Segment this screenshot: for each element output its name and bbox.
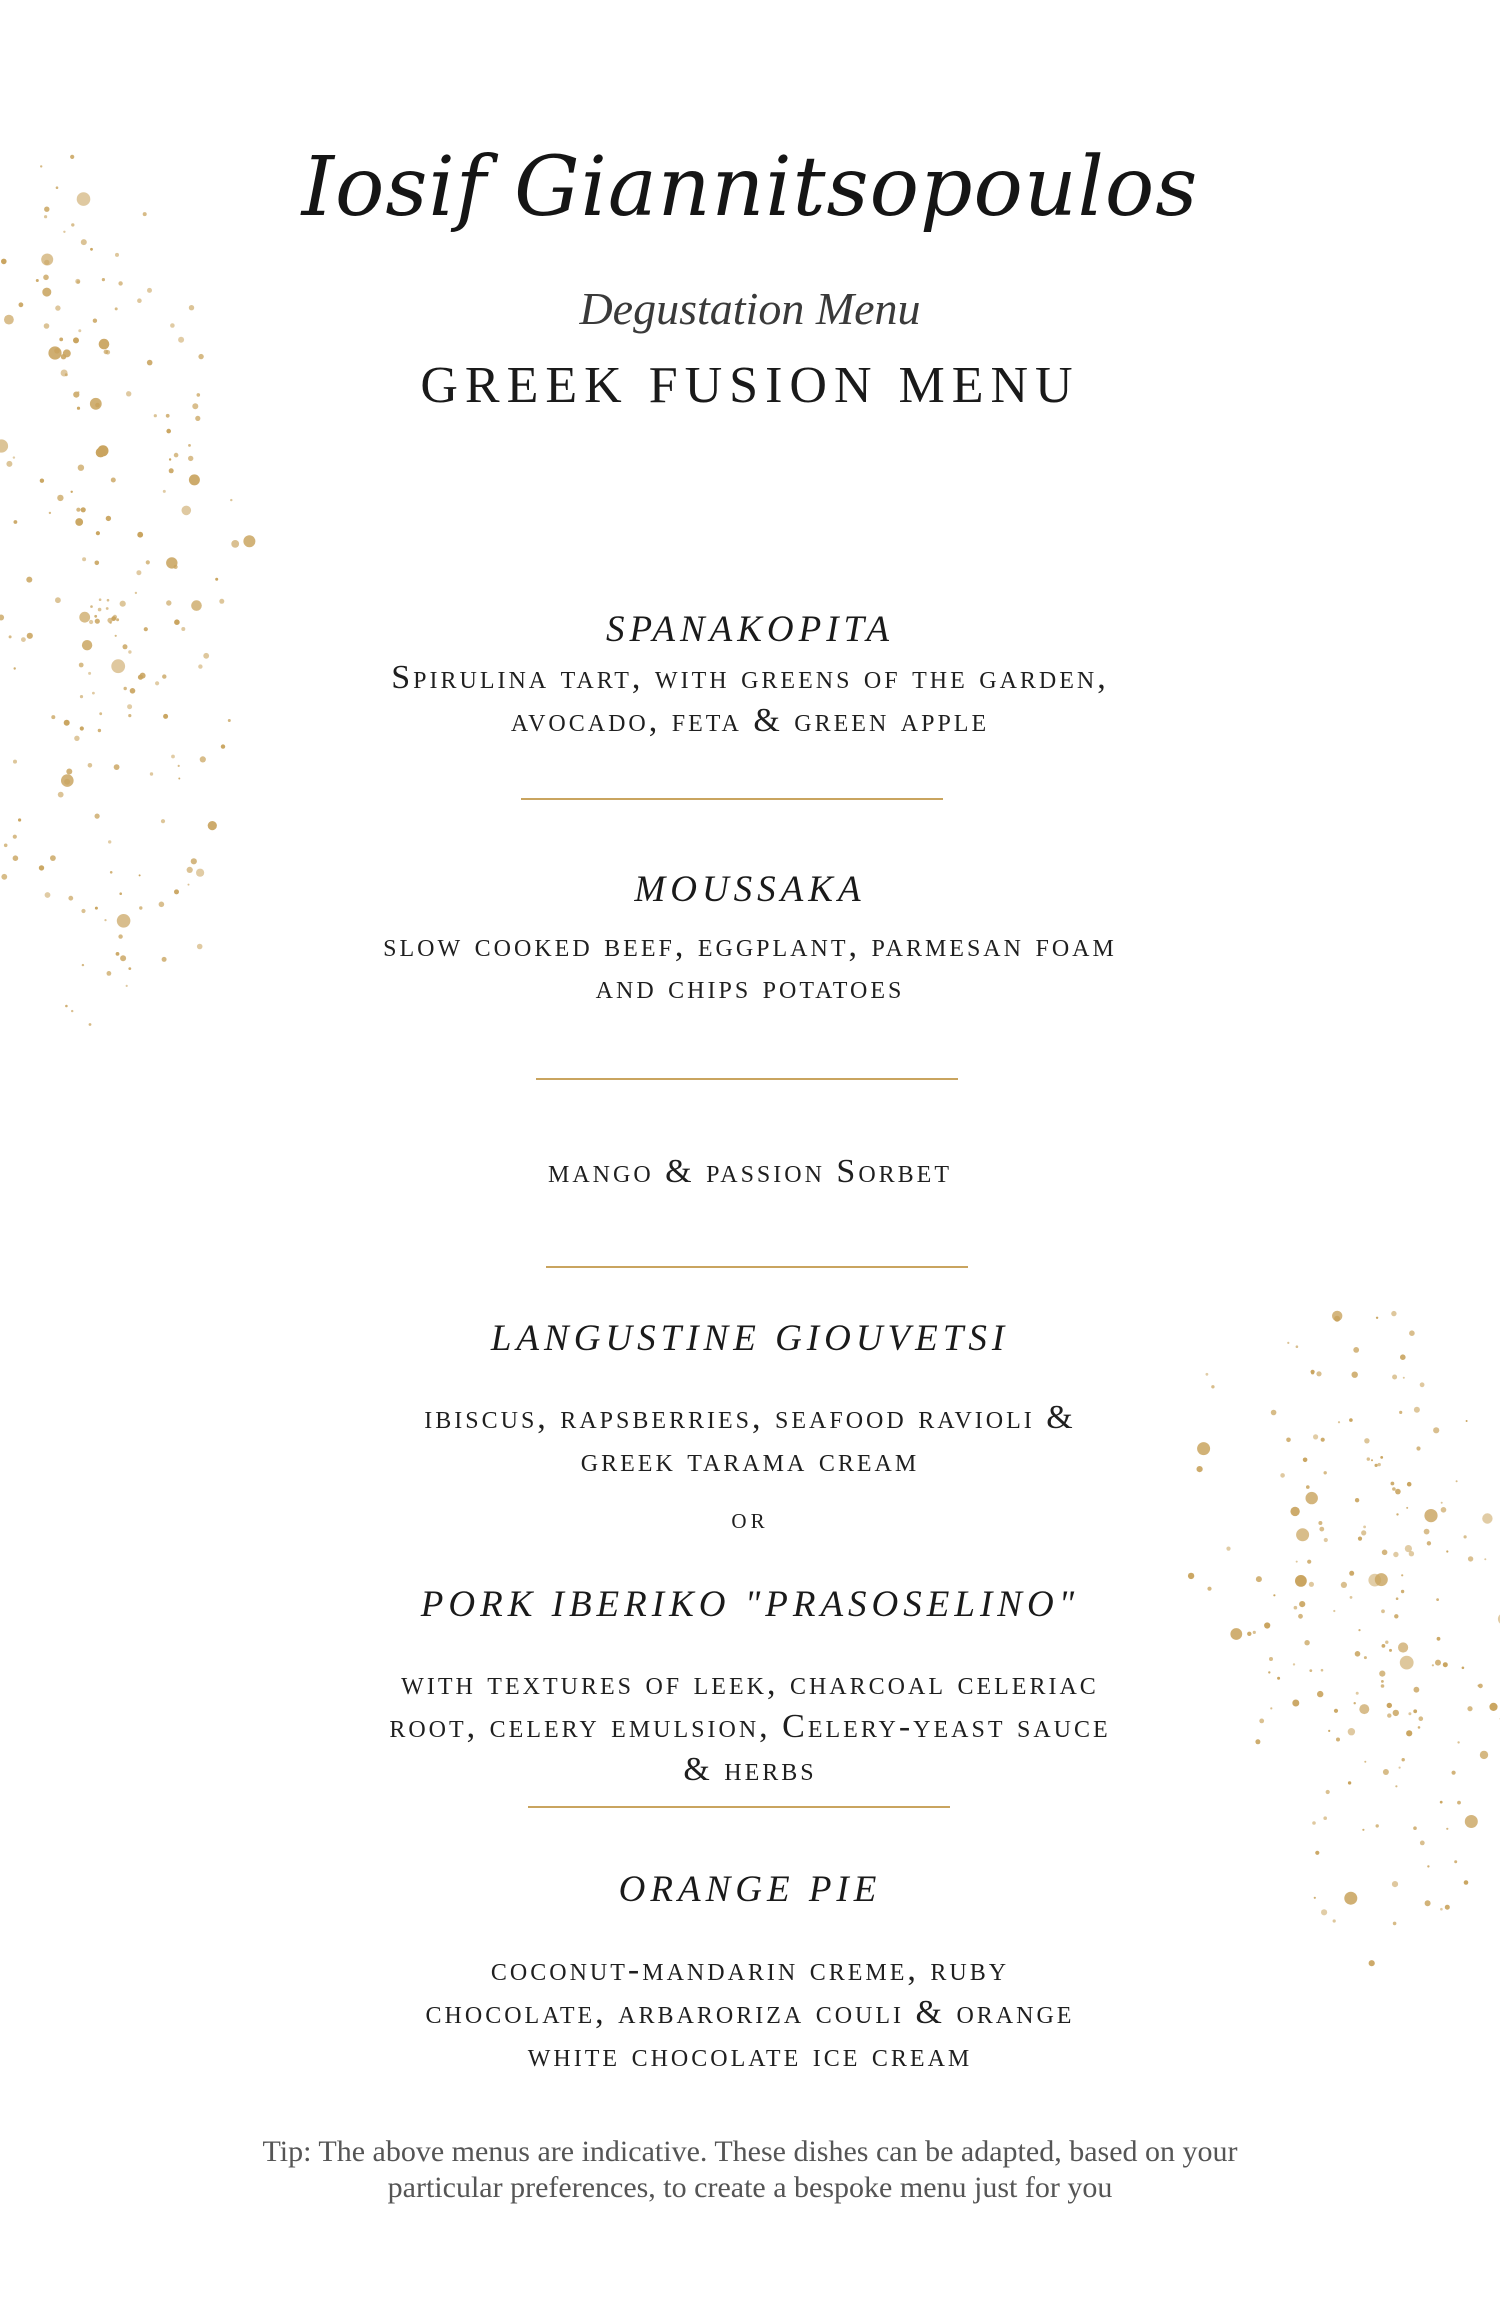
gold-splatter-dot [96,448,106,458]
gold-splatter-dot [49,512,51,514]
gold-splatter-dot [13,760,17,764]
gold-splatter-dot [1376,1824,1379,1827]
gold-splatter-dot [1420,1382,1425,1387]
dish-description-line: white chocolate ice cream [527,2037,973,2074]
gold-splatter-dot [75,518,83,526]
gold-splatter-dot [1484,1558,1486,1560]
gold-splatter-dot [1307,1560,1311,1564]
gold-splatter-dot [1440,1801,1443,1804]
footer-tip-line: particular preferences, to create a bespoke menu just for you [387,2171,1113,2204]
gold-splatter-dot [89,1023,92,1026]
section-divider [536,1078,958,1080]
gold-splatter-dot [104,350,109,355]
gold-splatter-dot [166,429,171,434]
dish-description-line: greek tarama cream [580,1442,920,1479]
gold-splatter-dot [1253,1631,1256,1634]
gold-splatter-dot [174,453,179,458]
gold-splatter-dot [1316,1371,1321,1376]
or-separator: or [731,1502,769,1535]
gold-splatter-dot [171,755,175,759]
gold-splatter-dot [243,535,255,547]
gold-splatter-dot [178,778,180,780]
gold-splatter-dot [1311,1371,1314,1374]
gold-splatter-dot [111,478,116,483]
gold-splatter-dot [1395,1489,1401,1495]
gold-splatter-dot [73,337,79,343]
gold-splatter-dot [188,456,193,461]
gold-splatter-dot [1391,1311,1396,1316]
gold-splatter-dot [0,439,8,452]
dish-description-line: with textures of leek, charcoal celeriac [401,1665,1099,1702]
gold-splatter-dot [99,339,110,350]
gold-splatter-dot [1355,1651,1361,1657]
footer-tip-line: Tip: The above menus are indicative. These dishes can be adapted, based on your [262,2135,1238,2168]
gold-splatter-dot [26,577,32,583]
gold-splatter-dot [114,764,120,770]
gold-splatter-dot [221,744,225,748]
gold-splatter-dot [191,858,197,864]
gold-splatter-dot [106,516,111,521]
gold-splatter-dot [1358,1629,1360,1631]
gold-splatter-dot [1465,1815,1478,1828]
gold-splatter-dot [13,835,17,839]
gold-splatter-dot [6,461,12,467]
gold-splatter-dot [1468,1556,1473,1561]
dish-description-line: ibiscus, rapsberries, seafood ravioli & [424,1399,1076,1436]
gold-splatter-dot [166,557,177,568]
gold-splatter-dot [44,260,49,265]
gold-splatter-dot [137,532,143,538]
dish-name-moussaka: MOUSSAKA [634,869,866,910]
gold-splatter-dot [208,821,217,830]
gold-splatter-dot [107,599,110,602]
gold-splatter-dot [161,819,165,823]
gold-splatter-dot [13,456,15,458]
gold-splatter-dot [64,779,70,785]
gold-splatter-dot [1324,1538,1328,1542]
gold-splatter-dot [55,597,61,603]
gold-splatter-dot [1315,1851,1319,1855]
gold-splatter-dot [13,855,19,861]
gold-splatter-dot [96,531,100,535]
gold-splatter-dot [1352,1372,1358,1378]
gold-splatter-dot [1420,1841,1425,1846]
gold-splatter-dot [1389,1649,1392,1652]
dish-description-line: & herbs [683,1751,817,1788]
gold-splatter-dot [1333,1919,1336,1922]
gold-splatter-dot [104,919,106,921]
palate-cleanser-sorbet: mango & passion Sorbet [547,1153,953,1190]
gold-splatter-dot [189,474,200,485]
gold-splatter-dot [1211,1385,1214,1388]
gold-splatter-dot [195,416,200,421]
gold-splatter-dot [106,350,111,355]
gold-splatter-dot [57,495,63,501]
gold-splatter-dot [1393,1922,1397,1926]
gold-splatter-dot [150,772,153,775]
gold-splatter-dot [1296,1561,1298,1563]
dish-name-langustine-giouvetsi: LANGUSTINE GIOUVETSI [490,1318,1010,1359]
gold-splatter-dot [1304,1640,1309,1645]
gold-splatter-dot [4,844,8,848]
gold-splatter-dot [1454,1860,1457,1863]
gold-splatter-dot [163,490,166,493]
gold-splatter-dot [1311,1370,1315,1374]
gold-splatter-dot [1427,1541,1431,1545]
gold-splatter-dot [95,814,100,819]
dish-name-orange-pie: ORANGE PIE [618,1869,882,1910]
gold-splatter-dot [41,254,53,266]
gold-splatter-dot [1226,1547,1230,1551]
gold-splatter-dot [174,565,178,569]
gold-splatter-dot [1364,1656,1367,1659]
gold-splatter-dot [95,561,100,566]
section-divider [521,798,943,800]
gold-splatter-dot [1230,1628,1242,1640]
gold-splatter-dot [40,479,44,483]
gold-splatter-dot [59,338,63,342]
dish-description-line: root, celery emulsion, Celery-yeast sauce [389,1708,1111,1745]
gold-splatter-dot [120,601,126,607]
gold-splatter-dot [1385,1641,1388,1644]
gold-splatter-dot [1312,1821,1316,1825]
gold-splatter-dot [1407,1482,1412,1487]
gold-splatter-dot [1358,1537,1362,1541]
gold-splatter-dot [1401,1574,1403,1576]
gold-splatter-dot [88,763,93,768]
gold-splatter-dot [115,253,119,257]
gold-splatter-dot [1398,1642,1408,1652]
gold-splatter-dot [200,756,206,762]
dish-description-line: chocolate, arbaroriza couli & orange [425,1994,1075,2031]
gold-splatter-dot [1188,1573,1194,1579]
gold-splatter-dot [90,248,93,251]
gold-splatter-dot [1409,1551,1414,1556]
gold-splatter-dot [182,506,192,516]
gold-splatter-dot [81,507,86,512]
gold-splatter-dot [81,239,87,245]
gold-splatter-dot [1392,1375,1397,1380]
gold-splatter-dot [1382,1550,1388,1556]
gold-splatter-dot [78,465,84,471]
gold-splatter-dot [166,600,171,605]
gold-splatter-dot [169,468,174,473]
gold-splatter-dot [231,540,239,548]
section-divider [546,1266,968,1268]
gold-splatter-dot [66,769,72,775]
gold-splatter-dot [71,1010,73,1012]
gold-splatter-dot [1306,1485,1310,1489]
dish-description-line: coconut-mandarin creme, ruby [490,1951,1010,1988]
gold-splatter-dot [178,765,180,767]
gold-splatter-dot [61,774,74,787]
gold-splatter-dot [219,599,224,604]
dish-description-line: Spirulina tart, with greens of the garden, [391,659,1109,696]
gold-splatter-dot [1,259,7,265]
gold-splatter-dot [18,818,21,821]
gold-splatter-dot [146,560,150,564]
gold-splatter-dot [1457,1801,1461,1805]
gold-splatter-dot [1393,1552,1398,1557]
gold-splatter-dot [1362,1829,1364,1831]
gold-splatter-dot [1413,1826,1417,1830]
gold-splatter-dot [230,499,232,501]
gold-splatter-dot [43,275,49,281]
section-divider [528,1806,950,1808]
gold-splatter-dot [135,592,137,594]
gold-splatter-dot [136,570,141,575]
gold-splatter-dot [50,855,56,861]
gold-splatter-dot [108,840,111,843]
footer-tip [0,2134,1500,2206]
gold-splatter-dot [14,520,18,524]
menu-subtitle: Degustation Menu [579,283,921,334]
dish-name-spanakopita: SPANAKOPITA [606,609,894,650]
dish-description-line: and chips potatoes [595,969,905,1006]
gold-splatter-dot [1349,1571,1354,1576]
gold-splatter-dot [1391,1482,1395,1486]
gold-splatter-dot [1256,1576,1262,1582]
gold-splatter-dot [1437,1637,1441,1641]
gold-splatter-dot [215,578,218,581]
gold-splatter-dot [54,348,60,354]
gold-splatter-dot [1446,1828,1448,1830]
chef-signature: Iosif Giannitsopoulos [301,140,1199,235]
gold-splatter-dot [169,458,171,460]
gold-splatter-dot [102,278,105,281]
menu-title: GREEK FUSION MENU [420,357,1080,414]
gold-splatter-dot [98,445,109,456]
gold-splatter-dot [178,337,184,343]
gold-splatter-dot [71,491,73,493]
gold-splatter-dot [76,508,80,512]
gold-splatter-dot [1206,1373,1209,1376]
gold-splatter-dot [1405,1545,1412,1552]
gold-splatter-dot [1247,1632,1251,1636]
gold-splatter-dot [1403,1377,1405,1379]
gold-splatter-dot [1269,1657,1273,1661]
dish-name-pork-iberiko: PORK IBERIKO "PRASOSELINO" [420,1584,1080,1625]
gold-splatter-dot [1446,1550,1448,1552]
gold-splatter-dot [1392,1487,1396,1491]
gold-splatter-dot [82,557,86,561]
gold-splatter-dot [1323,1816,1327,1820]
gold-splatter-dot [58,792,64,798]
dish-description-line: avocado, feta & green apple [510,702,990,739]
gold-splatter-dot [99,598,102,601]
dish-description-line: slow cooked beef, eggplant, parmesan foam [383,927,1117,964]
gold-splatter-dot [188,444,191,447]
gold-splatter-dot [1382,1644,1386,1648]
